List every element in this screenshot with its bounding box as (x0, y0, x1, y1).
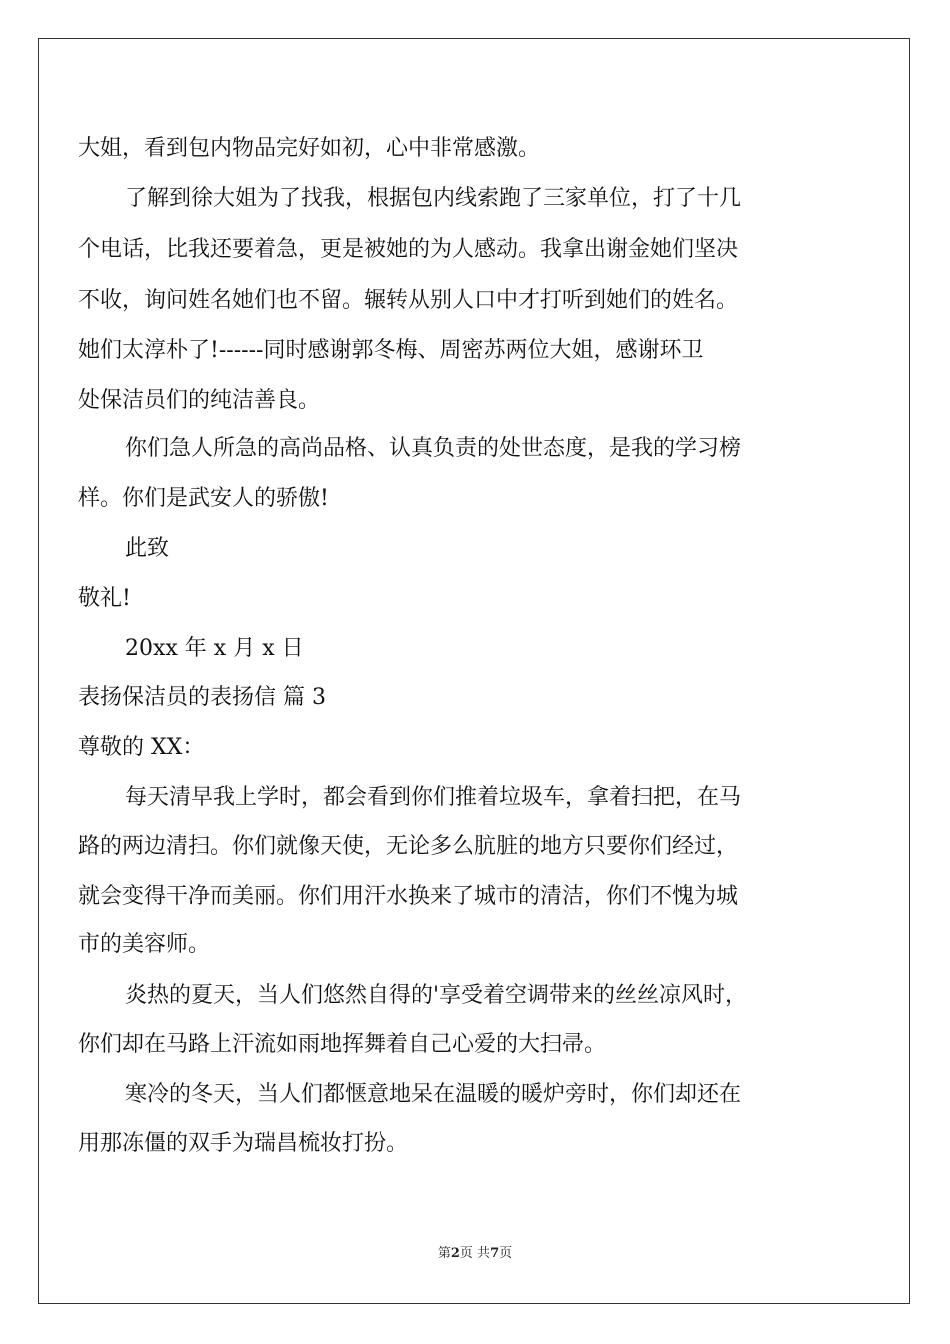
closing-salutation: 此致 (125, 536, 170, 561)
text-line: 处保洁员们的纯洁善良。 (78, 388, 321, 413)
page-prefix: 第 (437, 1246, 451, 1261)
page-total: 7 (490, 1246, 500, 1261)
text-line: 不收，询问姓名她们也不留。辗转从别人口中才打听到她们的姓名。 (78, 288, 739, 313)
page-suffix: 页 (499, 1246, 513, 1261)
text-line: 她们太淳朴了!------同时感谢郭冬梅、周密苏两位大姐，感谢环卫 (78, 338, 704, 363)
text-line: 样。你们是武安人的骄傲! (78, 486, 329, 511)
page-mid: 页 共 (459, 1246, 491, 1261)
greeting: 尊敬的 XX： (78, 735, 205, 760)
page-current: 2 (450, 1246, 460, 1261)
text-line: 个电话，比我还要着急，更是被她的为人感动。我拿出谢金她们坚决 (78, 237, 739, 262)
text-line: 路的两边清扫。你们就像天使，无论多么肮脏的地方只要你们经过， (78, 834, 739, 859)
closing-regards: 敬礼! (78, 586, 131, 611)
text-line: 就会变得干净而美丽。你们用汗水换来了城市的清洁，你们不愧为城 (78, 884, 739, 909)
text-line: 每天清早我上学时，都会看到你们推着垃圾车，拿着扫把，在马 (125, 785, 742, 810)
text-line: 大姐，看到包内物品完好如初，心中非常感激。 (78, 136, 541, 161)
page-footer (0, 1246, 950, 1262)
text-line: 市的美容师。 (78, 932, 211, 957)
text-line: 炎热的夏天，当人们悠然自得的'享受着空调带来的丝丝凉风时， (125, 983, 748, 1008)
section-title: 表扬保洁员的表扬信 篇 3 (78, 685, 326, 710)
text-line: 用那冻僵的双手为瑞昌梳妆打扮。 (78, 1131, 409, 1156)
text-line: 你们却在马路上汗流如雨地挥舞着自己心爱的大扫帚。 (78, 1032, 607, 1057)
text-line: 寒冷的冬天，当人们都惬意地呆在温暖的暖炉旁时，你们却还在 (125, 1082, 742, 1107)
page-border (38, 38, 910, 1304)
date-line: 20xx 年 x 月 x 日 (125, 636, 304, 661)
text-line: 你们急人所急的高尚品格、认真负责的处世态度，是我的学习榜 (125, 436, 742, 461)
text-line: 了解到徐大姐为了找我，根据包内线索跑了三家单位，打了十几 (125, 186, 742, 211)
